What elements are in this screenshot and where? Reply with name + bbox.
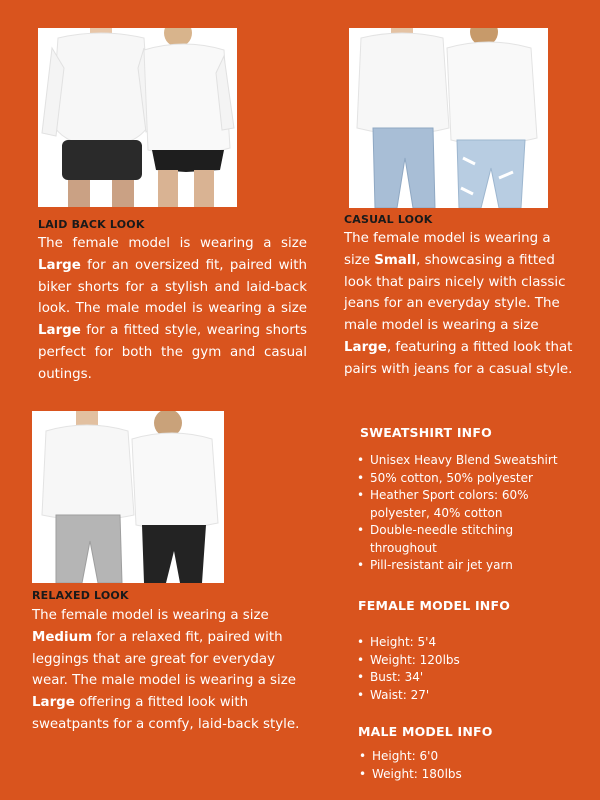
text-segment: for a fitted style, wearing shorts perfect for both the gym and casual outings. [38,323,307,382]
text-segment: The female model is wearing a size [38,236,307,251]
size-emphasis: Large [38,323,81,339]
relaxed-look-title: RELAXED LOOK [32,589,129,602]
relaxed-look-illustration [32,411,224,583]
female-model-info-heading: FEMALE MODEL INFO [358,598,511,613]
size-emphasis: Large [38,257,81,273]
list-item: • Pill-resistant air jet yarn [356,557,576,575]
casual-look-photo [349,28,548,208]
size-emphasis: Small [374,252,417,268]
laid-back-look-photo [38,28,237,207]
laid-back-look-illustration [38,28,237,207]
male-model-info-heading: MALE MODEL INFO [358,724,493,739]
list-item: • Double-needle stitching throughout [356,522,576,557]
laid-back-look-description [38,233,307,386]
sweatshirt-info-heading: SWEATSHIRT INFO [360,425,492,440]
laid-back-look-title: LAID BACK LOOK [38,218,145,231]
male-model-info-list [358,748,558,783]
size-emphasis: Large [344,339,387,355]
relaxed-look-photo [32,411,224,583]
casual-look-title: CASUAL LOOK [344,213,433,226]
casual-look-illustration [349,28,548,208]
text-segment: The female model is wearing a size [344,231,551,268]
casual-look-description [344,228,574,381]
female-model-info-list [356,634,556,704]
size-emphasis: Large [32,695,75,711]
text-segment: for a relaxed fit, paired with leggings that are great for everyday wear. The male model is wearing a size [32,629,297,689]
text-segment: , featuring a fitted look that pairs with jeans for a casual style. [344,339,573,377]
list-item: • Bust: 34' [356,669,556,687]
list-item: • Weight: 120lbs [356,652,556,670]
list-item: • Height: 6'0 [358,748,558,766]
relaxed-look-description [32,605,314,736]
sweatshirt-info-list [356,452,576,575]
text-segment: , showcasing a fitted look that pairs nicely with classic jeans for an everyday style. The male model is wearing a size [344,252,566,334]
text-segment: for an oversized fit, paired with biker shorts for a stylish and laid-back look. The male model is wearing a size [38,257,307,317]
text-segment: The female model is wearing a size [32,608,269,623]
text-segment: offering a fitted look with sweatpants for a comfy, laid-back style. [32,695,300,732]
list-item: • Heather Sport colors: 60% polyester, 40% cotton [356,487,576,522]
list-item: • 50% cotton, 50% polyester [356,470,576,488]
list-item: • Height: 5'4 [356,634,556,652]
list-item: • Waist: 27' [356,687,556,705]
list-item: • Unisex Heavy Blend Sweatshirt [356,452,576,470]
list-item: • Weight: 180lbs [358,766,558,784]
size-emphasis: Medium [32,629,93,645]
